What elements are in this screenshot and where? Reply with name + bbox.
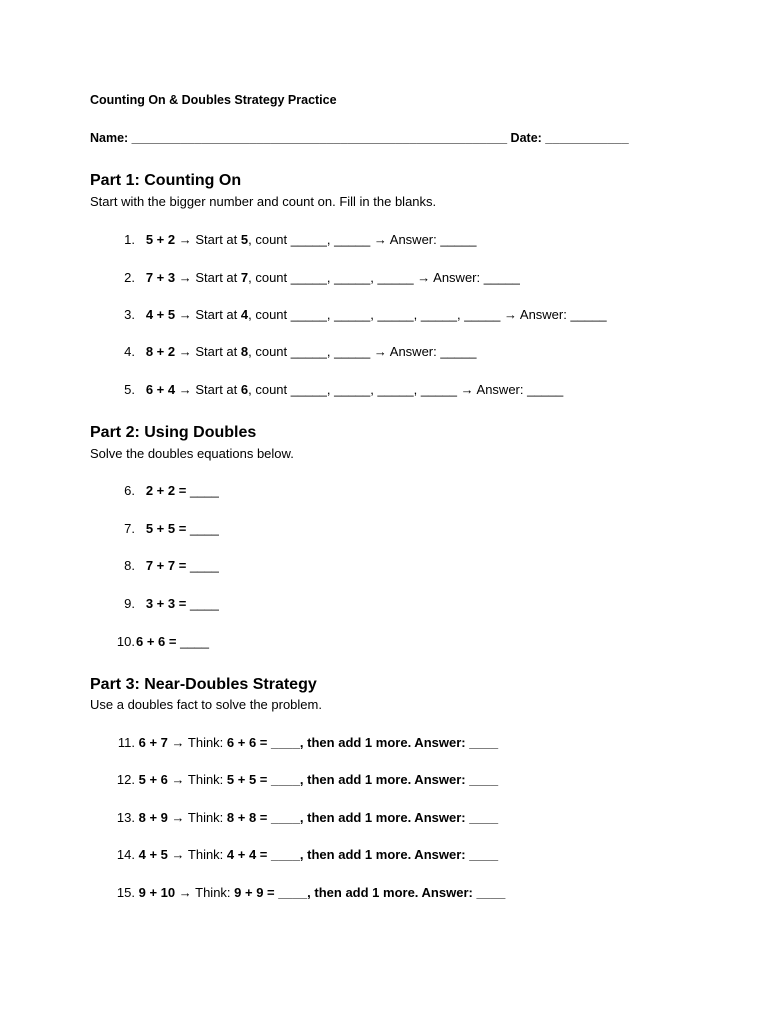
- list-item: [90, 270, 520, 285]
- item-text: → Think:: [167, 772, 227, 787]
- item-equation: 6 + 6 =: [136, 634, 177, 649]
- item-text: → Start at: [175, 344, 241, 359]
- item-number: 7.: [124, 521, 135, 536]
- item-text: , count _____, _____, _____ → Answer: _____: [248, 270, 520, 285]
- item-start: 6: [240, 382, 249, 397]
- item-equation: 5 + 5 =: [145, 521, 187, 536]
- item-text: , count _____, _____, _____, _____, _____ → Answer: _____: [248, 307, 607, 322]
- part2-heading: Part 2: Using Doubles: [90, 424, 257, 441]
- part1-heading: Part 1: Counting On: [90, 172, 242, 189]
- item-blank: ____: [186, 483, 219, 498]
- item-equation: 8 + 9: [138, 810, 168, 825]
- item-start: 7: [240, 270, 249, 285]
- item-text: , count _____, _____ → Answer: _____: [248, 344, 477, 359]
- item-text: → Think:: [175, 885, 235, 900]
- name-date-line: Name: ______________________________________________________ Date: ____________: [90, 131, 629, 145]
- item-start: 4: [240, 307, 249, 322]
- item-blank: ____: [176, 634, 210, 649]
- item-equation: 3 + 3 =: [145, 596, 187, 611]
- item-start: 5: [240, 232, 249, 247]
- item-hint: 4 + 4 = ____, then add 1 more. Answer: ____: [226, 847, 499, 862]
- item-number: 4.: [124, 344, 135, 359]
- item-blank: ____: [186, 596, 219, 611]
- item-text: , count _____, _____, _____, _____ → Answer: _____: [248, 382, 564, 397]
- item-number: 13.: [116, 810, 135, 825]
- item-equation: 2 + 2 =: [145, 483, 187, 498]
- item-number: 10.: [116, 634, 135, 649]
- list-item: [90, 772, 498, 787]
- list-item: [90, 307, 607, 322]
- item-number: 9.: [124, 596, 135, 611]
- list-item: [90, 634, 209, 649]
- part2-instructions: Solve the doubles equations below.: [90, 446, 294, 461]
- item-text: → Start at: [175, 232, 241, 247]
- item-text: → Think:: [167, 847, 227, 862]
- item-equation: 4 + 5: [138, 847, 168, 862]
- list-item: [90, 810, 498, 825]
- item-equation: 7 + 3: [145, 270, 176, 285]
- item-hint: 8 + 8 = ____, then add 1 more. Answer: ____: [226, 810, 499, 825]
- worksheet-title: Counting On & Doubles Strategy Practice: [90, 93, 337, 107]
- item-number: 14.: [116, 847, 135, 862]
- list-item: [90, 344, 477, 359]
- item-equation: 5 + 2: [145, 232, 176, 247]
- item-number: 3.: [124, 307, 135, 322]
- item-text: , count _____, _____ → Answer: _____: [248, 232, 477, 247]
- item-number: 12.: [116, 772, 135, 787]
- item-equation: 8 + 2: [145, 344, 176, 359]
- item-hint: 9 + 9 = ____, then add 1 more. Answer: ____: [234, 885, 506, 900]
- item-equation: 4 + 5: [145, 307, 176, 322]
- list-item: [90, 847, 498, 862]
- list-item: [90, 558, 219, 573]
- list-item: [90, 382, 563, 397]
- item-number: 5.: [124, 382, 135, 397]
- item-equation: 5 + 6: [138, 772, 168, 787]
- item-equation: 9 + 10: [138, 885, 176, 900]
- item-number: 6.: [124, 483, 135, 498]
- list-item: [90, 232, 477, 247]
- item-blank: ____: [186, 558, 219, 573]
- list-item: [90, 596, 219, 611]
- item-number: 8.: [124, 558, 135, 573]
- item-text: → Start at: [175, 307, 241, 322]
- item-hint: 6 + 6 = ____, then add 1 more. Answer: ____: [226, 735, 499, 750]
- item-equation: 6 + 4: [145, 382, 176, 397]
- item-text: → Start at: [175, 382, 241, 397]
- item-text: → Think:: [167, 810, 227, 825]
- item-number: 2.: [124, 270, 135, 285]
- part1-instructions: Start with the bigger number and count on. Fill in the blanks.: [90, 194, 437, 209]
- item-equation: 6 + 7: [138, 735, 168, 750]
- list-item: [90, 735, 498, 750]
- part3-instructions: Use a doubles fact to solve the problem.: [90, 697, 322, 712]
- item-number: 15.: [116, 885, 135, 900]
- list-item: [90, 521, 219, 536]
- item-hint: 5 + 5 = ____, then add 1 more. Answer: ____: [226, 772, 499, 787]
- item-equation: 7 + 7 =: [145, 558, 187, 573]
- item-text: → Start at: [175, 270, 241, 285]
- list-item: [90, 483, 219, 498]
- part3-heading: Part 3: Near-Doubles Strategy: [90, 676, 317, 693]
- item-text: → Think:: [167, 735, 227, 750]
- list-item: [90, 885, 505, 900]
- item-number: 1.: [124, 232, 135, 247]
- item-start: 8: [240, 344, 249, 359]
- item-number: 11.: [117, 735, 135, 750]
- item-blank: ____: [186, 521, 219, 536]
